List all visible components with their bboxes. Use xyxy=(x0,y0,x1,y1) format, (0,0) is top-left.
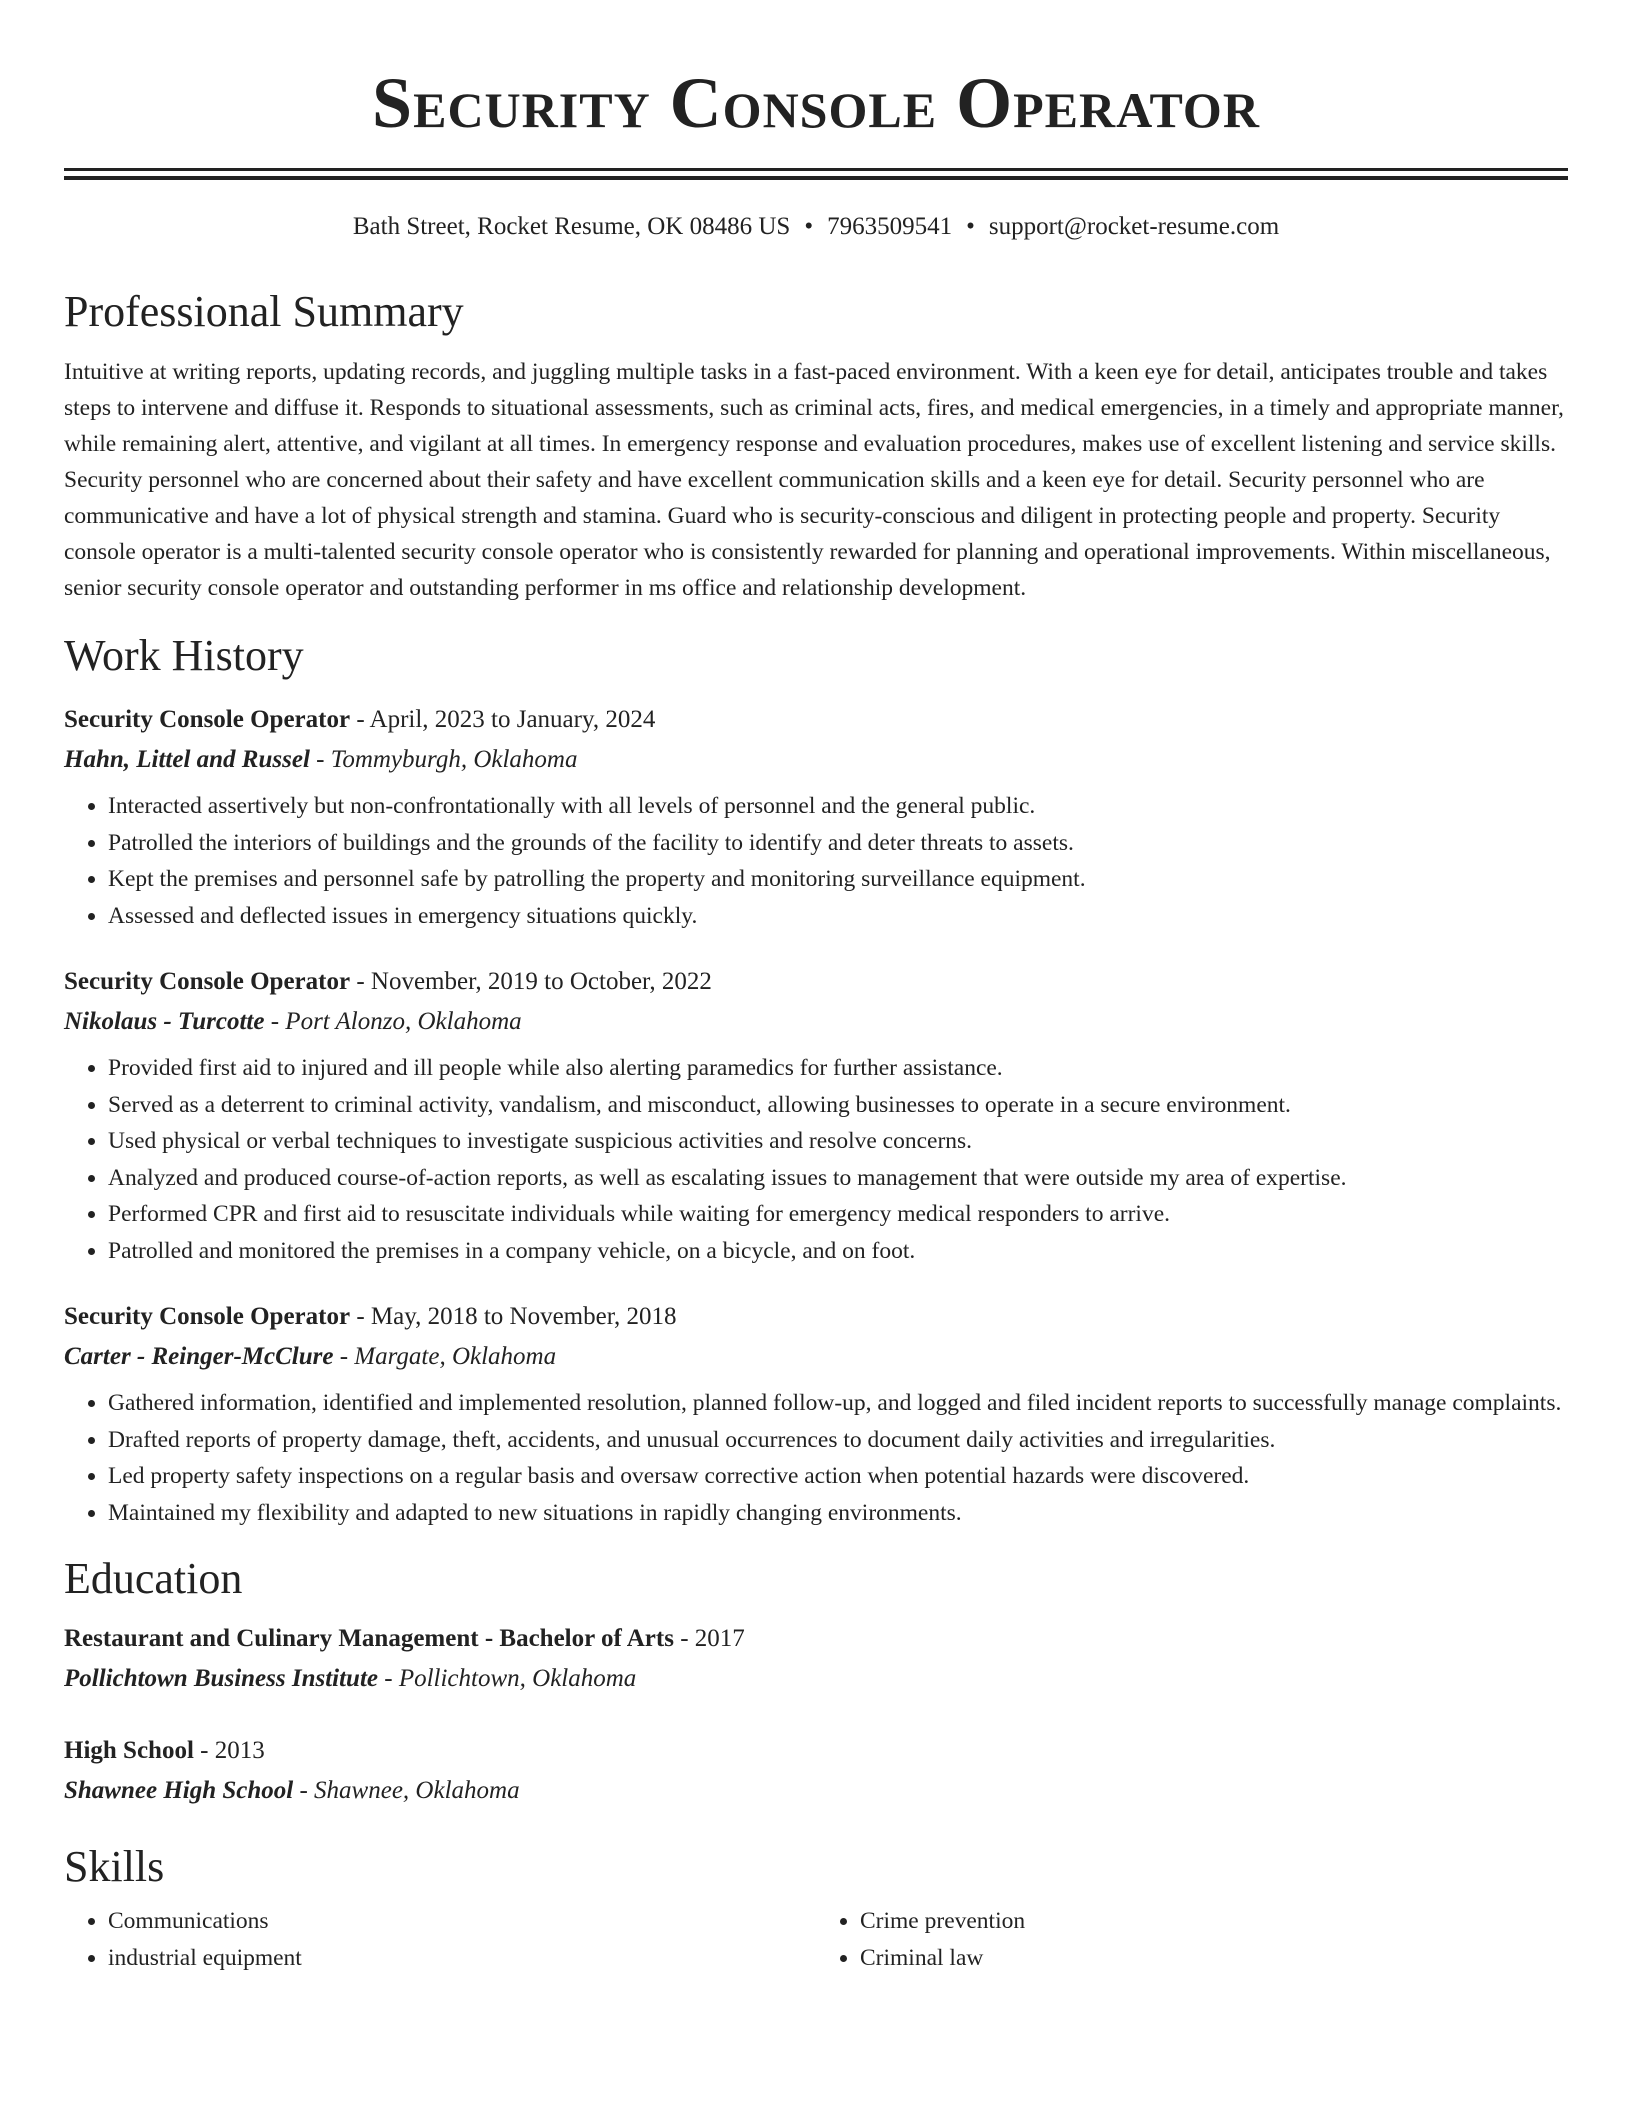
job-bullet: • Drafted reports of property damage, theft, accidents, and unusual occurrences to document daily activities and irregularities. xyxy=(108,1422,1568,1459)
job-bullet: • Kept the premises and personnel safe by patrolling the property and monitoring surveillance equipment. xyxy=(108,861,1568,898)
section-title-work-history: Work History xyxy=(64,631,304,680)
skill-item: • industrial equipment xyxy=(108,1940,816,1977)
job-employer xyxy=(64,1002,1568,1042)
job-heading xyxy=(64,700,1568,740)
job-dates: - April, 2023 to January, 2024 xyxy=(350,706,656,733)
job-bullet: • Analyzed and produced course-of-action reports, as well as escalating issues to management that were outside my area of expertise. xyxy=(108,1160,1568,1197)
job-bullet: • Served as a deterrent to criminal activity, vandalism, and misconduct, allowing businesses to operate in a secure environment. xyxy=(108,1087,1568,1124)
job-heading xyxy=(64,1297,1568,1337)
education-school: Shawnee High School xyxy=(64,1777,294,1804)
job-bullet: • Assessed and deflected issues in emergency situations quickly. xyxy=(108,898,1568,935)
contact-address: Bath Street, Rocket Resume, OK 08486 US xyxy=(352,213,791,240)
job-bullet: • Maintained my flexibility and adapted to new situations in rapidly changing environments. xyxy=(108,1495,1568,1532)
contact-separator: • xyxy=(804,213,814,240)
job-location: - Port Alonzo, Oklahoma xyxy=(264,1008,522,1035)
job-bullet: • Used physical or verbal techniques to investigate suspicious activities and resolve concerns. xyxy=(108,1123,1568,1160)
education-heading xyxy=(64,1731,1568,1771)
skills-column-right xyxy=(816,1903,1568,1976)
skill-item: • Criminal law xyxy=(860,1940,1568,1977)
job-bullet: • Led property safety inspections on a regular basis and oversaw corrective action when potential hazards were discovered. xyxy=(108,1458,1568,1495)
job-role: Security Console Operator xyxy=(64,968,351,995)
section-title-summary: Professional Summary xyxy=(64,287,464,336)
contact-email: support@rocket-resume.com xyxy=(988,213,1280,240)
job-company: Carter - Reinger-McClure xyxy=(64,1343,334,1370)
skills-column-left xyxy=(64,1903,816,1976)
education-degree: High School xyxy=(64,1737,194,1764)
job-heading xyxy=(64,962,1568,1002)
job-entry xyxy=(64,700,1568,934)
job-bullets xyxy=(64,1050,1568,1269)
education-location: - Shawnee, Oklahoma xyxy=(293,1777,520,1804)
education-school: Pollichtown Business Institute xyxy=(64,1665,378,1692)
education-degree: Restaurant and Culinary Management - Bachelor of Arts xyxy=(64,1625,674,1652)
job-role: Security Console Operator xyxy=(64,706,351,733)
job-dates: - November, 2019 to October, 2022 xyxy=(350,968,712,995)
job-entry xyxy=(64,1297,1568,1531)
job-bullet: • Interacted assertively but non-confrontationally with all levels of personnel and the general public. xyxy=(108,788,1568,825)
education-location: - Pollichtown, Oklahoma xyxy=(378,1665,637,1692)
job-entry xyxy=(64,962,1568,1269)
job-bullet: • Performed CPR and first aid to resuscitate individuals while waiting for emergency medical responders to arrive. xyxy=(108,1196,1568,1233)
education-entry xyxy=(64,1619,1568,1699)
resume-name: Security Console Operator xyxy=(372,63,1260,143)
job-bullet: • Gathered information, identified and implemented resolution, planned follow-up, and logged and filed incident reports to successfully manage complaints. xyxy=(108,1385,1568,1422)
job-bullets xyxy=(64,1385,1568,1531)
job-employer xyxy=(64,1337,1568,1377)
section-title-skills: Skills xyxy=(64,1842,165,1891)
job-role: Security Console Operator xyxy=(64,1303,351,1330)
summary-text: Intuitive at writing reports, updating records, and juggling multiple tasks in a fast-paced environment. With a keen eye for detail, anticipates trouble and takes steps to intervene and diffuse it. Responds to situational assessments, such as criminal acts, fires, and medical emergencies, in a timely and appropriate manner, while remaining alert, attentive, and vigilant at all times. In emergency response and evaluation procedures, makes use of excellent listening and service skills. Security personnel who are concerned about their safety and have excellent communication skills and a keen eye for detail. Security personnel who are communicative and have a lot of physical strength and stamina. Guard who is security-conscious and diligent in protecting people and property. Security console operator is a multi-talented security console operator who is consistently rewarded for planning and operational improvements. Within miscellaneous, senior security console operator and outstanding performer in ms office and relationship development. xyxy=(64,359,1564,601)
job-company: Hahn, Littel and Russel xyxy=(64,746,310,773)
skills-grid xyxy=(64,1903,1568,1976)
education-heading xyxy=(64,1619,1568,1659)
job-bullet: • Patrolled and monitored the premises in a company vehicle, on a bicycle, and on foot. xyxy=(108,1233,1568,1270)
header-double-rule xyxy=(64,168,1568,180)
contact-phone: 7963509541 xyxy=(827,213,953,240)
section-title-education: Education xyxy=(64,1554,243,1603)
job-dates: - May, 2018 to November, 2018 xyxy=(350,1303,677,1330)
job-location: - Margate, Oklahoma xyxy=(333,1343,557,1370)
education-year: - 2017 xyxy=(673,1625,745,1652)
skill-item: • Crime prevention xyxy=(860,1903,1568,1940)
education-school-line xyxy=(64,1771,1568,1811)
contact-separator: • xyxy=(966,213,975,240)
job-company: Nikolaus - Turcotte xyxy=(64,1008,265,1035)
job-bullet: • Patrolled the interiors of buildings and the grounds of the facility to identify and deter threats to assets. xyxy=(108,825,1568,862)
education-entry xyxy=(64,1731,1568,1811)
job-bullets xyxy=(64,788,1568,934)
contact-line xyxy=(64,210,1568,244)
job-employer xyxy=(64,740,1568,780)
job-location: - Tommyburgh, Oklahoma xyxy=(309,746,578,773)
job-bullet: • Provided first aid to injured and ill people while also alerting paramedics for further assistance. xyxy=(108,1050,1568,1087)
skill-item: • Communications xyxy=(108,1903,816,1940)
education-year: - 2013 xyxy=(193,1737,265,1764)
education-school-line xyxy=(64,1659,1568,1699)
